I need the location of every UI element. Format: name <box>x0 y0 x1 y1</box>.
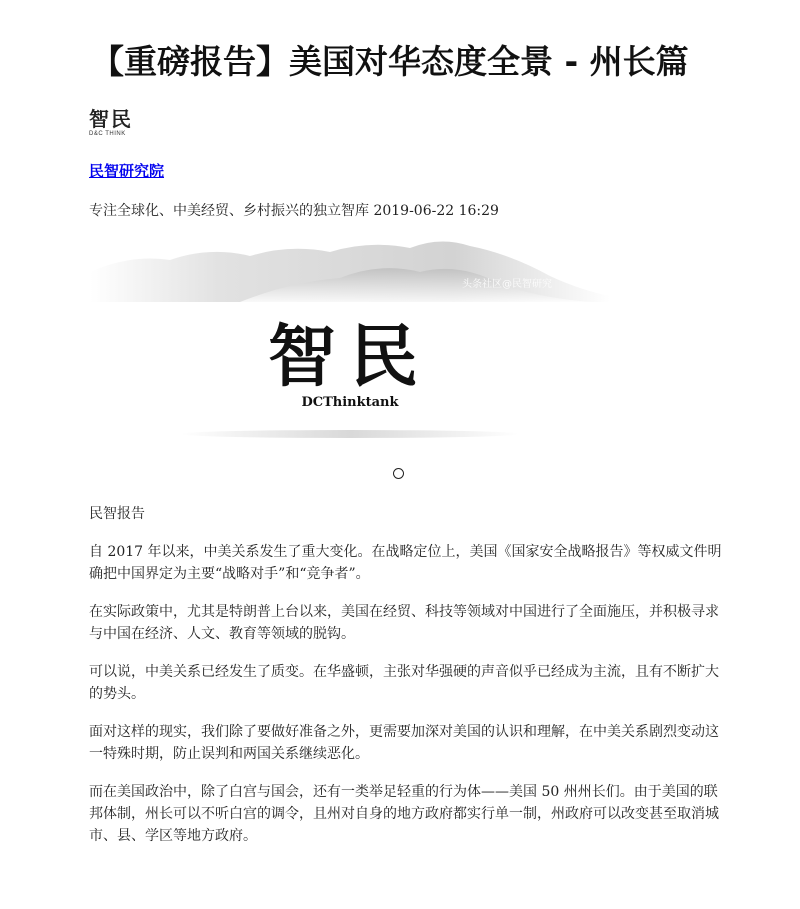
small-logo-subtitle: D&C THINK <box>89 131 126 137</box>
paragraph: 而在美国政治中，除了白宫与国会，还有一类举足轻重的行为体——美国 50 州州长们。由于美国的联邦体制，州长可以不听白宫的调令，且州对自身的地方政府都实行单一制，州政府可以改变甚至取消城市、县、学区等地方政府。 <box>89 784 719 844</box>
article-meta: 专注全球化、中美经贸、乡村振兴的独立智库 2019-06-22 16:29 <box>89 203 499 219</box>
carousel-dot-icon <box>393 468 404 479</box>
banner-image <box>90 232 610 452</box>
article-body <box>89 503 729 863</box>
banner-watermark: 头条社区@民智研究 <box>462 279 552 290</box>
paragraph: 面对这样的现实，我们除了要做好准备之外，更需要加深对美国的认识和理解，在中美关系剧烈变动这一特殊时期，防止误判和两国关系继续恶化。 <box>89 724 719 762</box>
author-link[interactable]: 民智研究院 <box>89 162 165 180</box>
small-logo-glyphs: 智民 <box>89 107 133 131</box>
paragraph: 民智报告 <box>89 506 145 522</box>
paragraph: 在实际政策中，尤其是特朗普上台以来，美国在经贸、科技等领域对中国进行了全面施压，并积极寻求与中国在经济、人文、教育等领域的脱钩。 <box>89 604 719 642</box>
article-title: 【重磅报告】美国对华态度全景 - 州长篇 <box>91 42 689 81</box>
banner-logo-glyphs: 智民 <box>267 317 433 397</box>
banner-shadow <box>180 430 520 438</box>
banner-brand-name: DCThinktank <box>301 395 399 410</box>
paragraph: 自 2017 年以来，中美关系发生了重大变化。在战略定位上，美国《国家安全战略报告》等权威文件明确把中国界定为主要“战略对手”和“竞争者”。 <box>89 544 722 582</box>
dc-think-logo <box>89 108 149 144</box>
paragraph: 可以说，中美关系已经发生了质变。在华盛顿，主张对华强硬的声音似乎已经成为主流，且有不断扩大的势头。 <box>89 664 719 702</box>
